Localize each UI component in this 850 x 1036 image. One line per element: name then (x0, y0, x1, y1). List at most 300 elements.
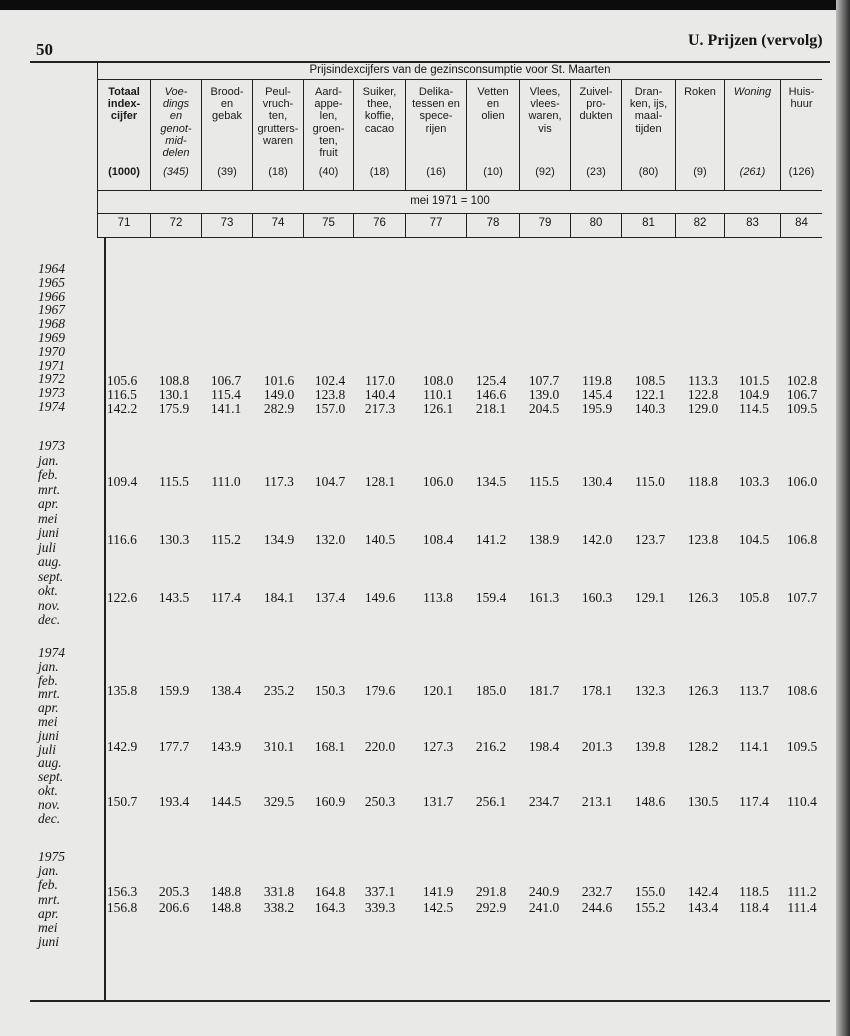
column-header-line: pro- (586, 98, 606, 111)
column-number: 72 (169, 217, 183, 229)
column-weight: (39) (217, 166, 237, 178)
table-cell: 337.1 (364, 884, 396, 899)
table-cell: 143.5 (158, 590, 190, 605)
column-header-line: appe- (314, 98, 343, 111)
table-cell: 157.0 (314, 401, 346, 416)
column-weight: (16) (426, 166, 446, 178)
table-cell: 117.0 (365, 373, 395, 388)
table-cell: 122.1 (634, 387, 666, 402)
table-cell: 143.4 (687, 900, 719, 915)
table-cell: 218.1 (475, 401, 507, 416)
table-cell: 130.4 (581, 474, 613, 489)
column-header-line: vis (538, 122, 552, 135)
column-weight: (18) (268, 166, 288, 178)
row-label: 1973 (38, 438, 65, 453)
table-cell: 234.7 (528, 794, 560, 809)
table-cell: 213.1 (581, 794, 613, 809)
column-number: 84 (795, 217, 808, 229)
table-cell: 204.5 (528, 401, 560, 416)
table-cell: 160.9 (314, 794, 346, 809)
column-header (406, 86, 466, 135)
row-label: 1965 (38, 274, 65, 290)
table-cell: 116.5 (107, 387, 137, 402)
table-cell: 123.8 (314, 387, 346, 402)
table-cell: 161.3 (528, 590, 560, 605)
column-header-line: huur (790, 98, 813, 111)
column-header-line: Voe- (164, 86, 188, 98)
top-rule (30, 61, 830, 63)
column-header-line: len, (319, 110, 338, 123)
column-header (520, 86, 570, 135)
table-cell: 141.1 (210, 401, 242, 416)
table-cell: 109.4 (106, 474, 138, 489)
table-cell: 134.9 (263, 532, 295, 547)
table-cell: 120.1 (422, 683, 454, 698)
column-number: 73 (220, 217, 234, 229)
row-label: juli (38, 741, 57, 757)
column-number: 83 (746, 217, 759, 229)
row-label: nov. (38, 597, 60, 613)
column-header-line: index- (107, 98, 141, 111)
table-cell: 129.0 (687, 401, 719, 416)
table-cell: 109.5 (786, 739, 818, 754)
table-cell: 338.2 (263, 900, 295, 915)
table-cell: 150.3 (314, 683, 346, 698)
column-header (304, 86, 353, 159)
column-header-line: Brood- (210, 86, 244, 98)
table-cell: 126.3 (687, 590, 719, 605)
table-cell: 132.3 (634, 683, 666, 698)
row-label: juni (38, 934, 60, 950)
row-label: 1966 (38, 288, 65, 304)
page-gutter-shadow (836, 0, 850, 1036)
table-cell: 141.9 (422, 884, 454, 899)
column-header-line: ken, ijs, (629, 98, 668, 111)
table-cell: 116.6 (107, 532, 137, 547)
table-cell: 241.0 (528, 900, 560, 915)
column-weight: (18) (369, 166, 390, 178)
column-number: 77 (429, 217, 443, 229)
table-cell: 113.8 (423, 590, 453, 605)
column-number: 76 (373, 217, 386, 229)
column-header-line: ten, (319, 134, 338, 147)
column-weight: (261) (739, 166, 766, 178)
column-header (151, 86, 201, 159)
table-cell: 114.5 (739, 401, 769, 416)
column-header (467, 86, 519, 123)
table-cell: 118.8 (688, 474, 718, 489)
column-header (253, 86, 303, 147)
table-cell: 138.9 (528, 532, 560, 547)
table-cell: 115.2 (211, 532, 241, 547)
column-header-line: tijden (635, 122, 662, 135)
row-label: feb. (38, 877, 58, 893)
column-number: 81 (642, 217, 655, 229)
column-header-line: mid- (165, 134, 187, 147)
column-header (202, 86, 252, 123)
row-label: aug. (38, 554, 62, 569)
table-cell: 256.1 (475, 794, 507, 809)
table-cell: 128.1 (364, 474, 396, 489)
table-cell: 101.6 (263, 373, 295, 388)
column-number: 79 (538, 217, 552, 229)
column-header-line: olien (481, 110, 505, 123)
table-cell: 109.5 (786, 401, 818, 416)
row-label: okt. (38, 583, 58, 598)
row-label: apr. (38, 905, 59, 921)
row-label: jan. (38, 658, 59, 674)
row-label: sept. (38, 568, 64, 584)
table-cell: 102.4 (314, 373, 346, 388)
column-header-line: Totaal (108, 86, 140, 98)
column-weight: (1000) (108, 166, 140, 178)
table-cell: 175.9 (158, 401, 190, 416)
column-header-line: tessen en (412, 98, 460, 111)
column-number: 78 (486, 217, 500, 229)
table-cell: 250.3 (364, 794, 396, 809)
column-header (571, 86, 621, 123)
table-cell: 117.4 (739, 794, 769, 809)
column-header (781, 86, 822, 110)
row-label: juli (38, 539, 57, 555)
column-header-line: Aard- (315, 86, 342, 98)
row-label: juni (38, 727, 60, 743)
table-cell: 111.4 (787, 900, 817, 915)
row-label: 1974 (38, 399, 65, 414)
table-cell: 107.7 (528, 373, 560, 388)
column-header-line: ten, (268, 110, 288, 123)
table-cell: 143.9 (210, 739, 242, 754)
column-weight: (9) (693, 166, 707, 178)
table-cell: 130.1 (158, 387, 190, 402)
table-cell: 105.8 (738, 590, 770, 605)
table-cell: 206.6 (158, 900, 190, 915)
row-label: jan. (38, 863, 59, 879)
table-cell: 235.2 (263, 683, 295, 698)
table-cell: 108.8 (158, 373, 190, 388)
column-header-line: fruit (319, 147, 338, 160)
running-head: U. Prijzen (vervolg) (688, 32, 823, 49)
rule (97, 237, 822, 238)
table-cell: 244.6 (581, 900, 613, 915)
table-cell: 142.4 (687, 884, 719, 899)
column-header-line: Peul- (265, 86, 291, 98)
table-cell: 129.1 (634, 590, 666, 605)
table-cell: 156.3 (106, 884, 138, 899)
table-cell: 178.1 (581, 683, 613, 698)
table-cell: 141.2 (475, 532, 507, 547)
column-header-line: dukten (579, 110, 613, 123)
table-cell: 104.9 (738, 387, 770, 402)
table-cell: 205.3 (158, 884, 190, 899)
table-cell: 139.8 (634, 739, 666, 754)
column-header-line: Vlees, (529, 86, 561, 98)
table-cell: 115.5 (529, 474, 559, 489)
row-label: mei (38, 510, 58, 526)
column-header (622, 86, 675, 135)
table-cell: 159.4 (475, 590, 507, 605)
table-cell: 142.2 (106, 401, 138, 416)
table-cell: 123.8 (687, 532, 719, 547)
row-label: 1964 (38, 261, 65, 276)
table-cell: 185.0 (475, 683, 507, 698)
table-cell: 142.9 (106, 739, 138, 754)
table-cell: 128.2 (687, 739, 719, 754)
column-header-line: Delika- (418, 86, 454, 98)
column-number: 74 (271, 217, 285, 229)
table-cell: 111.0 (211, 474, 241, 489)
table-cell: 115.5 (159, 474, 189, 489)
rule (97, 190, 822, 191)
table-cell: 159.9 (158, 683, 190, 698)
table-cell: 126.1 (422, 401, 454, 416)
table-cell: 220.0 (364, 739, 396, 754)
table-cell: 291.8 (475, 884, 507, 899)
table-cell: 111.2 (787, 884, 817, 899)
table-cell: 104.7 (314, 474, 346, 489)
table-cell: 107.7 (786, 590, 818, 605)
column-number: 82 (693, 217, 707, 229)
column-header (676, 86, 724, 98)
table-cell: 132.0 (314, 532, 346, 547)
row-label: 1970 (38, 343, 65, 359)
rule (97, 213, 822, 214)
row-label: feb. (38, 672, 58, 688)
table-cell: 164.3 (314, 900, 346, 915)
column-header-line: Suiker, (362, 86, 397, 98)
column-header-line: cacao (364, 122, 395, 135)
table-cell: 138.4 (210, 683, 242, 698)
table-cell: 168.1 (314, 739, 346, 754)
column-header-line: Vetten (477, 86, 509, 98)
base-period: mei 1971 = 100 (410, 195, 490, 207)
table-cell: 115.0 (635, 474, 665, 489)
table-cell: 148.8 (210, 884, 242, 899)
column-header-line: dings (162, 98, 190, 111)
row-label: 1968 (38, 316, 65, 332)
table-cell: 310.1 (263, 739, 295, 754)
column-header-line: vlees- (530, 98, 560, 111)
column-header-line: cijfer (110, 110, 138, 123)
row-label: dec. (38, 810, 61, 826)
table-cell: 148.6 (634, 794, 666, 809)
row-label: 1969 (38, 330, 65, 345)
column-header-line: Roken (684, 86, 716, 98)
table-cell: 149.0 (263, 387, 295, 402)
column-number: 80 (589, 217, 603, 229)
table-cell: 217.3 (364, 401, 396, 416)
table-cell: 142.0 (581, 532, 613, 547)
column-weight: (23) (586, 166, 606, 178)
row-label: juni (38, 525, 60, 540)
rule (97, 79, 822, 80)
table-cell: 103.3 (738, 474, 770, 489)
table-cell: 195.9 (581, 401, 613, 416)
column-header-line: Zuivel- (579, 86, 613, 98)
table-cell: 102.8 (786, 373, 818, 388)
table-cell: 108.6 (786, 683, 818, 698)
table-cell: 114.1 (739, 739, 769, 754)
table-cell: 140.5 (364, 532, 396, 547)
column-header-line: vruch- (262, 98, 294, 111)
table-cell: 101.5 (738, 373, 770, 388)
scan-top-border (0, 0, 850, 10)
column-weight: (345) (163, 166, 189, 178)
table-cell: 108.4 (422, 532, 454, 547)
column-weight: (10) (483, 166, 503, 178)
row-label: okt. (38, 783, 58, 798)
table-cell: 181.7 (528, 683, 560, 698)
table-cell: 131.7 (422, 794, 454, 809)
row-label: jan. (38, 452, 59, 468)
table-cell: 329.5 (263, 794, 295, 809)
column-header (725, 86, 780, 98)
column-header-line: en (220, 98, 234, 111)
row-label: mei (38, 714, 58, 729)
row-label: mei (38, 920, 58, 935)
row-label: aug. (38, 755, 62, 771)
column-header-line: spece- (419, 110, 453, 123)
column-header-line: genot- (160, 122, 192, 135)
table-cell: 142.5 (422, 900, 454, 915)
table-cell: 144.5 (210, 794, 242, 809)
table-cell: 110.4 (787, 794, 817, 809)
column-header-line: en (169, 110, 183, 123)
table-cell: 216.2 (475, 739, 507, 754)
page-number: 50 (36, 40, 53, 59)
table-cell: 108.5 (634, 373, 666, 388)
row-label: dec. (38, 612, 61, 627)
row-label: mrt. (38, 891, 61, 907)
table-cell: 155.2 (634, 900, 666, 915)
table-cell: 146.6 (475, 387, 507, 402)
table-cell: 118.4 (739, 900, 769, 915)
table-cell: 134.5 (475, 474, 507, 489)
table-cell: 135.8 (106, 683, 138, 698)
column-number: 75 (322, 217, 335, 229)
table-title: Prijsindexcijfers van de gezinsconsumptie voor St. Maarten (309, 64, 611, 76)
column-header-line: koffie, (364, 110, 395, 123)
row-label: feb. (38, 467, 58, 482)
column-header (354, 86, 405, 135)
table-cell: 145.4 (581, 387, 613, 402)
table-cell: 137.4 (314, 590, 346, 605)
table-cell: 331.8 (263, 884, 295, 899)
table-cell: 119.8 (582, 373, 612, 388)
row-label: mrt. (38, 686, 61, 702)
column-header-line: Woning (733, 86, 772, 98)
table-cell: 140.4 (364, 387, 396, 402)
column-header-line: rijen (425, 122, 447, 135)
table-cell: 113.3 (688, 373, 718, 388)
table-cell: 184.1 (263, 590, 295, 605)
table-cell: 106.7 (786, 387, 818, 402)
column-header-line: Dran- (634, 86, 663, 98)
table-cell: 148.8 (210, 900, 242, 915)
table-cell: 122.6 (106, 590, 138, 605)
table-cell: 108.0 (422, 373, 454, 388)
table-cell: 113.7 (739, 683, 769, 698)
table-cell: 156.8 (106, 900, 138, 915)
table-cell: 105.6 (106, 373, 138, 388)
table-cell: 130.3 (158, 532, 190, 547)
row-label: apr. (38, 700, 59, 716)
table-cell: 177.7 (158, 739, 190, 754)
table-cell: 339.3 (364, 900, 396, 915)
column-header-line: maal- (634, 110, 663, 123)
column-header-line: en (486, 98, 500, 111)
column-weight: (126) (788, 166, 815, 178)
column-number: 71 (117, 217, 131, 229)
column-header-line: Huis- (788, 86, 815, 98)
column-header-line: waren (263, 134, 293, 147)
table-cell: 179.6 (364, 683, 396, 698)
table-cell: 110.1 (423, 387, 453, 402)
table-cell: 123.7 (634, 532, 666, 547)
bottom-rule (30, 1000, 830, 1002)
row-label: 1971 (38, 357, 65, 373)
column-header-line: waren, (528, 110, 562, 123)
table-cell: 155.0 (634, 884, 666, 899)
table-cell: 140.3 (634, 401, 666, 416)
row-label: nov. (38, 796, 60, 812)
table-cell: 130.5 (687, 794, 719, 809)
column-weight: (80) (638, 166, 659, 178)
column-header-line: delen (162, 147, 190, 160)
table-cell: 193.4 (158, 794, 190, 809)
row-label: apr. (38, 496, 59, 511)
row-label: 1975 (38, 849, 65, 864)
row-label: 1967 (38, 302, 65, 318)
table-cell: 240.9 (528, 884, 560, 899)
table-cell: 149.6 (364, 590, 396, 605)
table-cell: 198.4 (528, 739, 560, 754)
table-cell: 292.9 (475, 900, 507, 915)
row-label: mrt. (38, 481, 61, 497)
table-cell: 232.7 (581, 884, 613, 899)
row-label: 1973 (38, 385, 65, 401)
table-cell: 106.0 (786, 474, 818, 489)
column-header-line: thee, (367, 98, 392, 111)
table-cell: 125.4 (475, 373, 507, 388)
column-weight: (92) (535, 166, 555, 178)
column-header (98, 86, 150, 123)
row-label: 1972 (38, 371, 65, 387)
table-cell: 139.0 (528, 387, 560, 402)
table-cell: 106.8 (786, 532, 818, 547)
table-cell: 282.9 (263, 401, 295, 416)
table-cell: 127.3 (422, 739, 454, 754)
table-cell: 118.5 (739, 884, 769, 899)
table-cell: 122.8 (687, 387, 719, 402)
table-cell: 150.7 (106, 794, 138, 809)
table-cell: 201.3 (581, 739, 613, 754)
column-header-line: gebak (212, 110, 242, 123)
table-cell: 117.3 (264, 474, 294, 489)
row-label: 1974 (38, 645, 65, 660)
table-cell: 160.3 (581, 590, 613, 605)
table-cell: 164.8 (314, 884, 346, 899)
table-cell: 117.4 (211, 590, 241, 605)
table-cell: 104.5 (738, 532, 770, 547)
column-weight: (40) (318, 166, 339, 178)
column-header-line: groen- (312, 122, 345, 135)
table-cell: 126.3 (687, 683, 719, 698)
table-cell: 115.4 (211, 387, 241, 402)
table-cell: 106.0 (422, 474, 454, 489)
row-label: sept. (38, 769, 64, 785)
column-header-line: grutters- (257, 122, 299, 135)
